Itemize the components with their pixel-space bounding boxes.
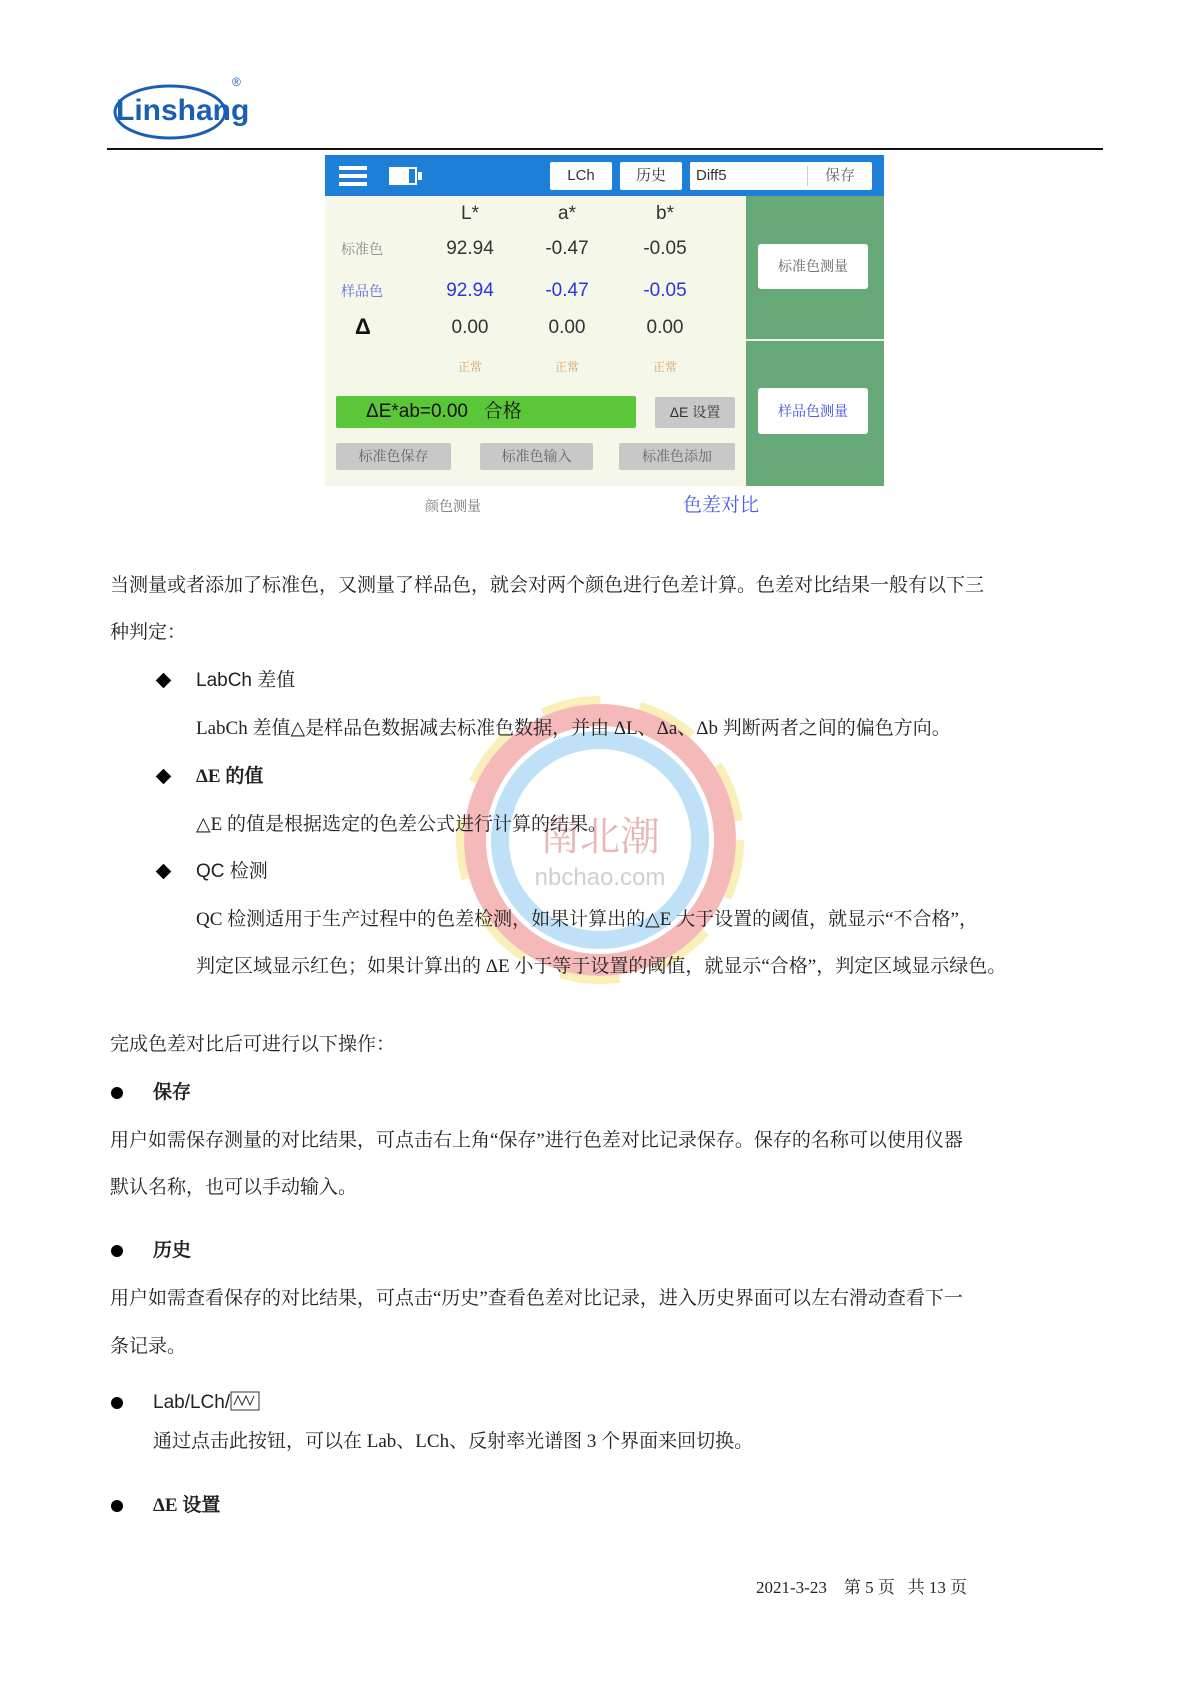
- item-text-labch: LabCh 差值△是样品色数据减去标准色数据，并由 ΔL、Δa、Δb 判断两者之间的偏色方向。: [196, 718, 951, 739]
- pass-result-bar: ΔE*ab=0.00 合格: [336, 396, 636, 428]
- linshang-logo: [110, 72, 250, 147]
- op-title-save: 保存: [153, 1082, 192, 1103]
- diamond-bullet-icon: [156, 769, 172, 785]
- op-text-save-1: 用户如需保存测量的对比结果，可点击右上角“保存”进行色差对比记录保存。保存的名称可以使用仪器: [110, 1130, 963, 1151]
- delta-l: 0.00: [451, 317, 489, 338]
- delta-a: 0.00: [548, 317, 586, 338]
- svg-text:®: ®: [232, 75, 241, 89]
- sample-b: -0.05: [643, 280, 687, 301]
- item-text-qc-2: 判定区域显示红色；如果计算出的 ΔE 小于等于设置的阈值，就显示“合格”，判定区域显示绿色。: [196, 956, 1007, 977]
- measure-panel: [746, 196, 884, 486]
- item-text-de: △E 的值是根据选定的色差公式进行计算的结果。: [196, 814, 607, 835]
- bullet-icon: [111, 1500, 123, 1512]
- footer: [756, 1576, 967, 1600]
- column-header-b: b*: [656, 203, 674, 224]
- op-title-lab: [153, 1391, 260, 1415]
- battery-icon: [389, 167, 423, 185]
- op-text-history-1: 用户如需查看保存的对比结果，可点击“历史”查看色差对比记录，进入历史界面可以左右滑动查看下一: [110, 1288, 963, 1309]
- op-text-history-2: 条记录。: [110, 1336, 187, 1357]
- op-text-save-2: 默认名称，也可以手动输入。: [110, 1177, 358, 1198]
- diamond-bullet-icon: [156, 864, 172, 880]
- de-setting-button[interactable]: ΔE 设置: [655, 397, 735, 428]
- standard-b: -0.05: [643, 238, 687, 259]
- op-title-de-setting: ΔE 设置: [153, 1495, 221, 1516]
- diamond-bullet-icon: [156, 673, 172, 689]
- name-field[interactable]: [690, 162, 872, 190]
- measure-sample-button[interactable]: 样品色测量: [758, 388, 868, 434]
- item-text-qc-1: QC 检测适用于生产过程中的色差检测，如果计算出的△E 大于设置的阈值，就显示“不合格”，: [196, 909, 978, 930]
- divider: [746, 339, 884, 341]
- tab-color-compare[interactable]: 色差对比: [683, 495, 760, 516]
- svg-text:Linshang: Linshang: [116, 94, 250, 127]
- standard-l: 92.94: [446, 238, 494, 259]
- sample-l: 92.94: [446, 280, 494, 301]
- intro-line-1: 当测量或者添加了标准色，又测量了样品色，就会对两个颜色进行色差计算。色差对比结果一般有以下三: [110, 575, 985, 596]
- standard-add-button[interactable]: 标准色添加: [619, 443, 735, 470]
- column-header-l: L*: [461, 203, 479, 224]
- footer-total: 共 13 页: [907, 1578, 968, 1597]
- status-b: 正常: [652, 360, 677, 374]
- sample-label: 样品色: [341, 283, 383, 299]
- status-l: 正常: [457, 360, 482, 374]
- save-button[interactable]: 保存: [824, 167, 855, 184]
- delta-label: Δ: [355, 314, 371, 339]
- standard-a: -0.47: [545, 238, 589, 259]
- intro-line-2: 种判定：: [110, 622, 187, 643]
- op-title-history: 历史: [153, 1240, 192, 1261]
- bullet-icon: [111, 1397, 123, 1409]
- delta-b: 0.00: [646, 317, 684, 338]
- sample-a: -0.47: [545, 280, 589, 301]
- menu-icon[interactable]: [339, 165, 367, 187]
- svg-text:nbchao.com: nbchao.com: [534, 864, 666, 891]
- bullet-icon: [111, 1087, 123, 1099]
- standard-input-button[interactable]: 标准色输入: [480, 443, 593, 470]
- column-header-a: a*: [558, 203, 576, 224]
- header-rule: [107, 148, 1103, 150]
- tab-color-measure[interactable]: 颜色测量: [425, 498, 481, 514]
- history-button[interactable]: 历史: [620, 162, 682, 190]
- bottom-tab-bar: [325, 486, 884, 526]
- footer-page: 第 5 页: [843, 1578, 895, 1597]
- bullet-icon: [111, 1245, 123, 1257]
- spectrum-icon: [230, 1391, 260, 1411]
- op-title-lab-text: Lab/LCh/: [153, 1392, 231, 1413]
- name-value[interactable]: Diff5: [696, 167, 727, 184]
- item-title-labch: LabCh 差值: [196, 670, 296, 691]
- standard-label: 标准色: [341, 241, 383, 257]
- app-toolbar: [325, 155, 884, 196]
- footer-date: 2021-3-23: [756, 1578, 827, 1597]
- item-title-qc: QC 检测: [196, 861, 268, 882]
- after-text: 完成色差对比后可进行以下操作：: [110, 1034, 396, 1055]
- item-title-de: ΔE 的值: [196, 766, 264, 787]
- lch-mode-button[interactable]: LCh: [550, 162, 612, 190]
- standard-save-button[interactable]: 标准色保存: [336, 443, 451, 470]
- measure-standard-button[interactable]: 标准色测量: [758, 244, 868, 289]
- svg-text:南北潮: 南北潮: [540, 814, 660, 859]
- op-text-lab: 通过点击此按钮，可以在 Lab、LCh、反射率光谱图 3 个界面来回切换。: [153, 1431, 754, 1452]
- device-screenshot: [325, 155, 884, 526]
- status-a: 正常: [554, 360, 579, 374]
